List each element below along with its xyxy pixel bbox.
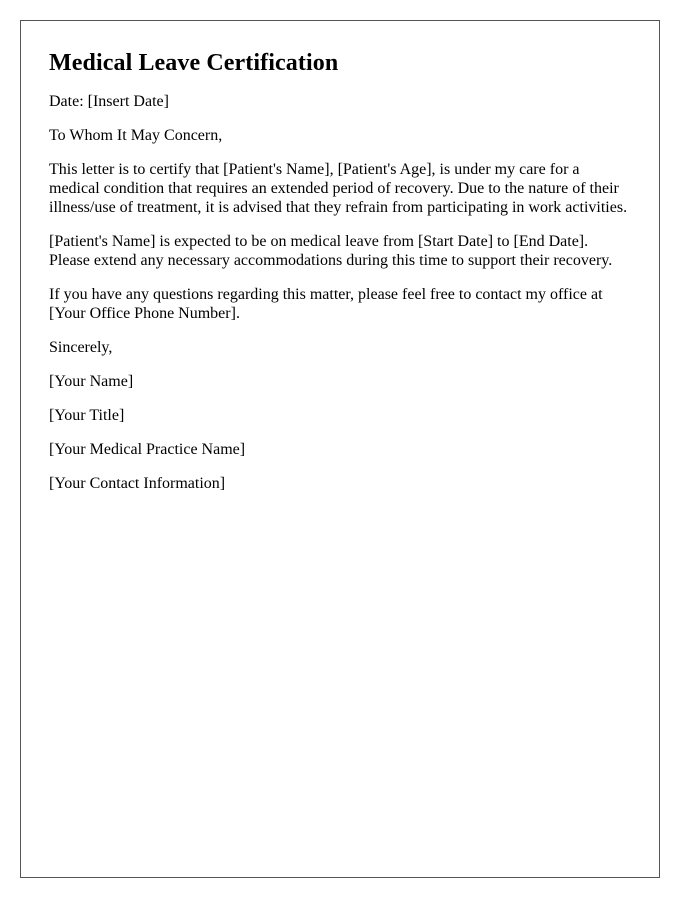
signature-name: [Your Name]: [49, 373, 134, 390]
letter-salutation: To Whom It May Concern,: [49, 127, 223, 144]
signature-practice: [Your Medical Practice Name]: [49, 441, 246, 458]
signature-contact: [Your Contact Information]: [49, 475, 226, 492]
letter-page: [20, 20, 660, 878]
letter-paragraph-contact: If you have any questions regarding this matter, please feel free to contact my office at [Your Office Phone Number].: [49, 286, 603, 322]
letter-paragraph-leave-dates: [Patient's Name] is expected to be on medical leave from [Start Date] to [End Date]. Please extend any necessary accommodations during this time to support their recovery.: [49, 233, 613, 269]
signature-title: [Your Title]: [49, 407, 125, 424]
letter-closing: Sincerely,: [49, 339, 113, 356]
letter-paragraph-certification: This letter is to certify that [Patient's Name], [Patient's Age], is under my care for a medical condition that requires an extended period of recovery. Due to the nature of their illness/use of treatment, it is advised that they refrain from participating in work activities.: [49, 161, 628, 216]
letter-date: Date: [Insert Date]: [49, 93, 169, 110]
letter-title: Medical Leave Certification: [49, 50, 339, 76]
